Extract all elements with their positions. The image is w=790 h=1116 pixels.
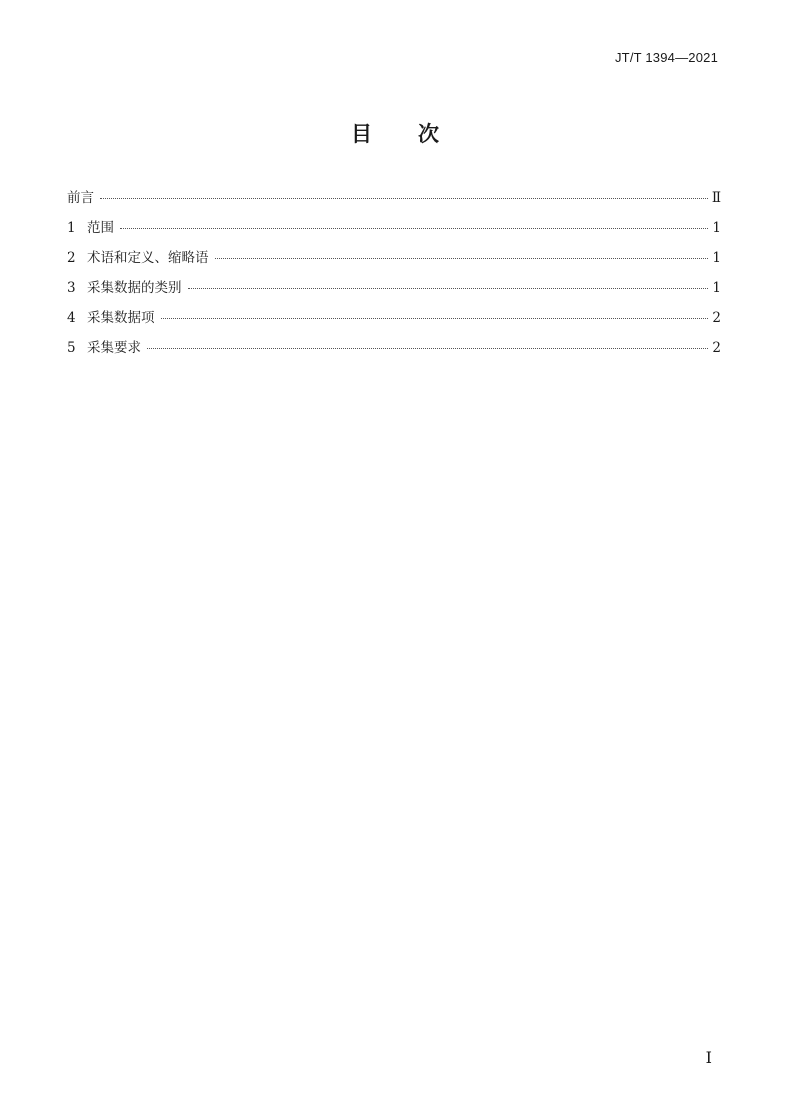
toc-entry-5[interactable] bbox=[67, 336, 721, 366]
page-title bbox=[0, 118, 790, 148]
toc-dot-leader bbox=[147, 348, 708, 349]
toc-entry-number: 2 bbox=[67, 250, 76, 266]
standard-code: JT/T 1394—2021 bbox=[614, 50, 718, 65]
page-number: I bbox=[705, 1048, 712, 1067]
toc-entry-1[interactable] bbox=[67, 216, 721, 246]
toc-dot-leader bbox=[100, 198, 708, 199]
toc-page-number: Ⅱ bbox=[711, 190, 721, 206]
toc-entry-3[interactable] bbox=[67, 276, 721, 306]
toc-entry-label: 术语和定义、缩略语 bbox=[87, 250, 209, 266]
title-char-2: 次 bbox=[418, 122, 439, 146]
table-of-contents bbox=[67, 186, 721, 366]
toc-page-number: 1 bbox=[712, 280, 721, 296]
toc-dot-leader bbox=[161, 318, 709, 319]
toc-entry-4[interactable] bbox=[67, 306, 721, 336]
toc-dot-leader bbox=[188, 288, 709, 289]
toc-entry-label: 采集要求 bbox=[87, 340, 141, 356]
toc-entry-label: 采集数据的类别 bbox=[87, 280, 182, 296]
toc-dot-leader bbox=[215, 258, 709, 259]
toc-entry-label: 采集数据项 bbox=[87, 310, 155, 326]
toc-entry-number: 3 bbox=[67, 280, 76, 296]
toc-entry-number: 4 bbox=[67, 310, 76, 326]
toc-entry-foreword[interactable] bbox=[67, 186, 721, 216]
toc-page-number: 1 bbox=[712, 250, 721, 266]
toc-entry-number: 1 bbox=[67, 220, 76, 236]
toc-page-number: 1 bbox=[712, 220, 721, 236]
toc-page-number: 2 bbox=[712, 310, 721, 326]
toc-page-number: 2 bbox=[712, 340, 721, 356]
toc-entry-label: 范围 bbox=[87, 220, 114, 236]
toc-entry-number: 5 bbox=[67, 340, 76, 356]
toc-entry-2[interactable] bbox=[67, 246, 721, 276]
toc-entry-label: 前言 bbox=[67, 190, 94, 206]
title-char-1: 目 bbox=[351, 122, 372, 146]
toc-dot-leader bbox=[120, 228, 708, 229]
